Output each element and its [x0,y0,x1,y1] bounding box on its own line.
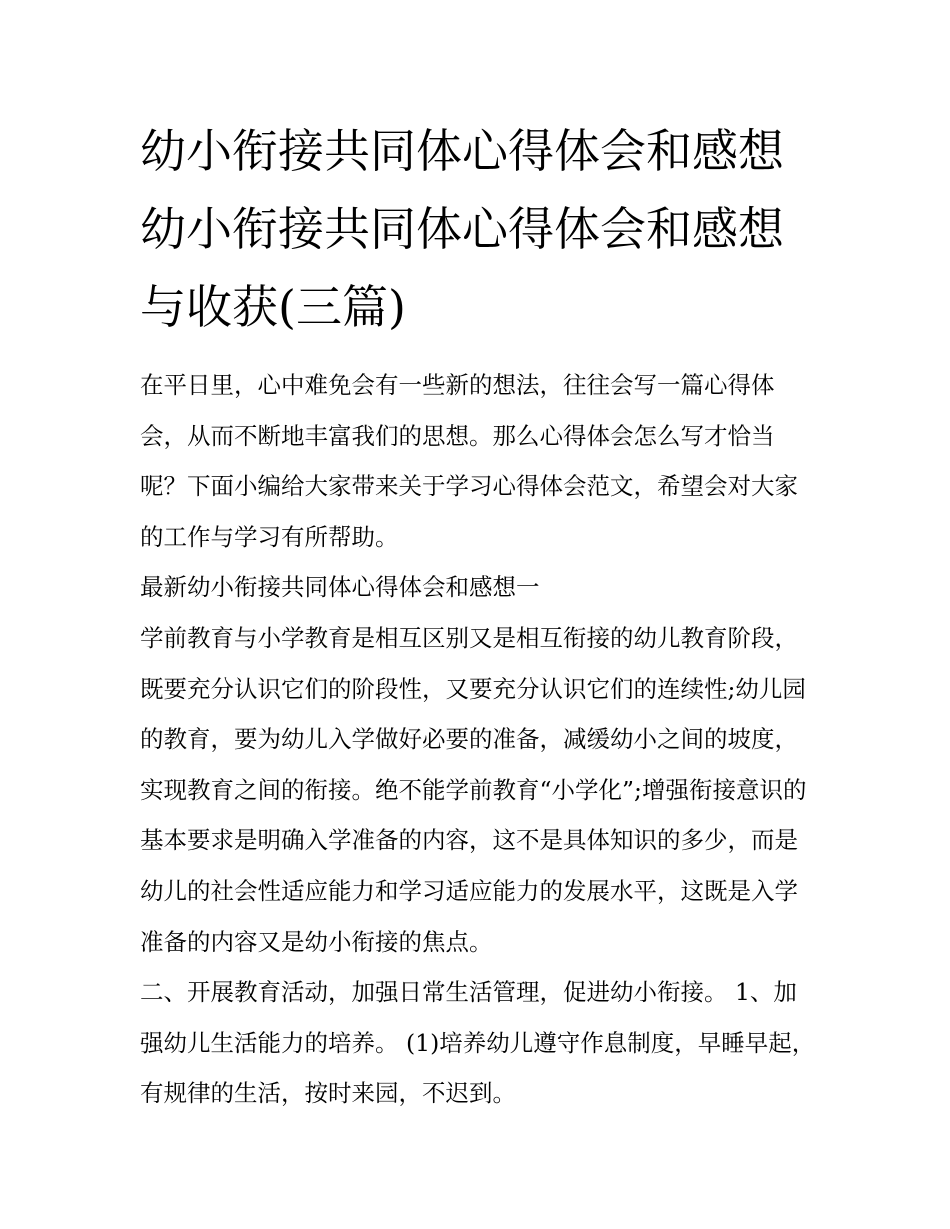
body-paragraph: 二、开展教育活动，加强日常生活管理，促进幼小衔接。 1、加强幼儿生活能力的培养。 (1)培养幼儿遵守作息制度，早睡早起，有规律的生活，按时来园，不迟到。 [140,978,816,1108]
intro-paragraph: 在平日里，心中难免会有一些新的想法，往往会写一篇心得体会，从而不断地丰富我们的思想。那么心得体会怎么写才恰当呢？下面小编给大家带来关于学习心得体会范文，希望会对大家的工作与学习有所帮助。 [140,371,798,551]
body-paragraph: 学前教育与小学教育是相互区别又是相互衔接的幼儿教育阶段，既要充分认识它们的阶段性，又要充分认识它们的连续性;幼儿园的教育，要为幼儿入学做好必要的准备，减缓幼小之间的坡度，实现教育之间的衔接。绝不能学前教育“小学化”;增强衔接意识的基本要求是明确入学准备的内容，这不是具体知识的多少，而是幼儿的社会性适应能力和学习适应能力的发展水平，这既是入学准备的内容又是幼小衔接的焦点。 [140,623,807,956]
document-title: 幼小衔接共同体心得体会和感想 幼小衔接共同体心得体会和感想与收获(三篇) [140,124,784,334]
document-body [140,112,820,1119]
section-heading: 最新幼小衔接共同体心得体会和感想一 [140,573,540,602]
